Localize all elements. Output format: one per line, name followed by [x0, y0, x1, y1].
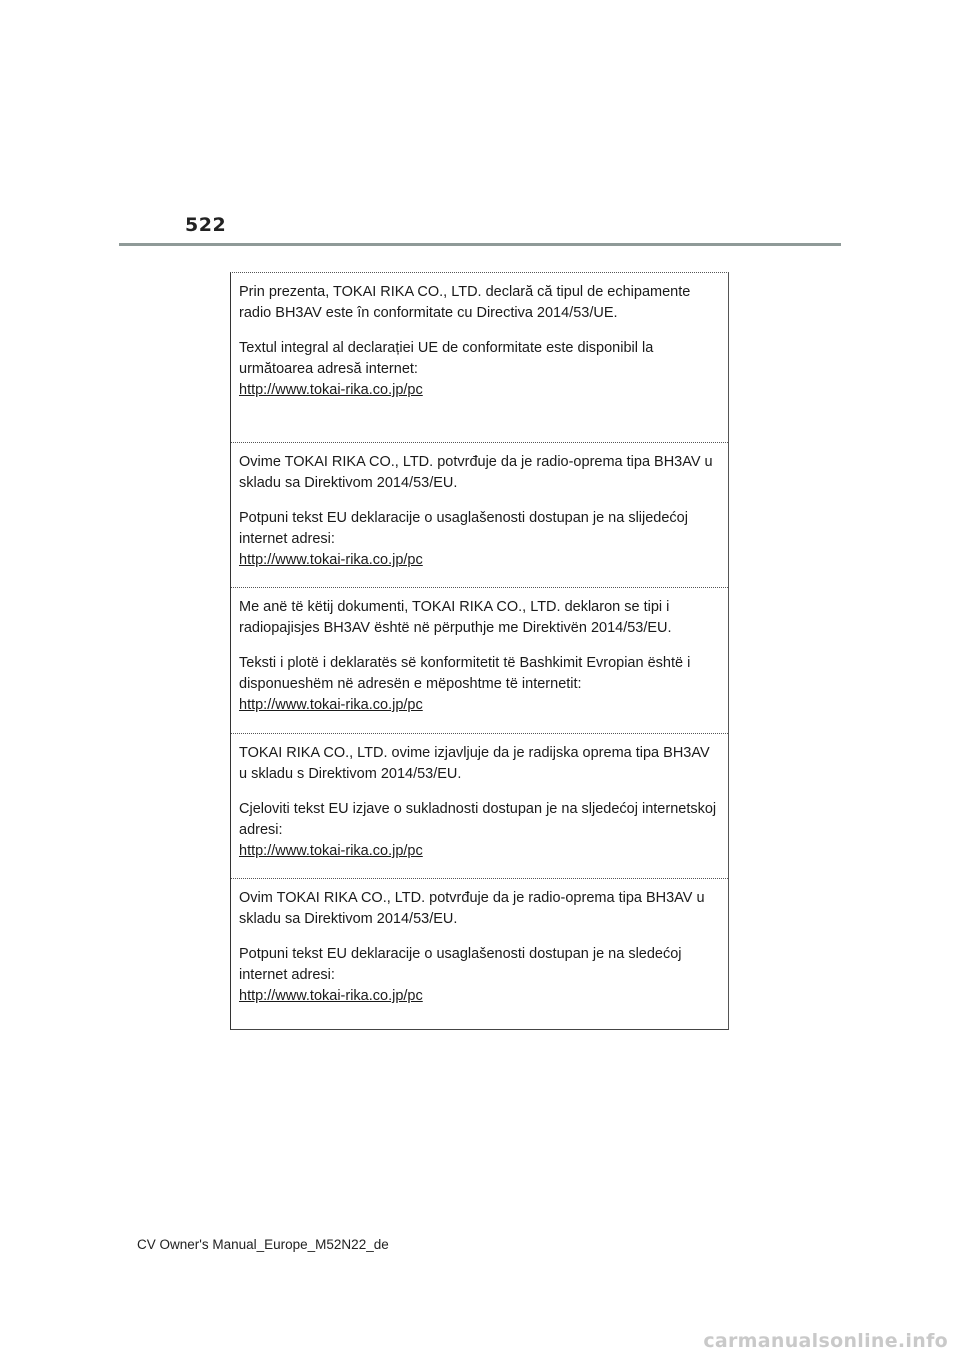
declaration-romanian	[231, 273, 728, 442]
watermark: carmanualsonline.info	[703, 1330, 948, 1352]
header-rule	[119, 243, 841, 246]
declaration-link[interactable]: http://www.tokai-rika.co.jp/pc	[239, 843, 423, 859]
declaration-serbian	[231, 878, 728, 1029]
declaration-availability: Potpuni tekst EU deklaracije o usaglašenosti dostupan je na slijedećoj internet adresi:	[239, 510, 688, 547]
declaration-availability: Textul integral al declarației UE de conformitate este disponibil la următoarea adresă internet:	[239, 340, 654, 377]
declaration-link[interactable]: http://www.tokai-rika.co.jp/pc	[239, 382, 423, 398]
declaration-statement: Ovime TOKAI RIKA CO., LTD. potvrđuje da je radio-oprema tipa BH3AV u skladu sa Direktivom 2014/53/EU.	[239, 454, 713, 491]
declaration-availability: Cjeloviti tekst EU izjave o sukladnosti dostupan je na sljedećoj internetskoj adresi:	[239, 801, 717, 838]
declaration-statement: Me anë të këtij dokumenti, TOKAI RIKA CO., LTD. deklaron se tipi i radiopajisjes BH3AV është në përputhje me Direktivën 2014/53/EU.	[239, 599, 672, 636]
declarations-box	[230, 272, 729, 1030]
declaration-availability: Teksti i plotë i deklaratës së konformitetit të Bashkimit Evropian është i disponueshëm në adresën e mëposhtme të internetit:	[239, 655, 691, 692]
declaration-availability: Potpuni tekst EU deklaracije o usaglašenosti dostupan je na sledećoj internet adresi:	[239, 946, 682, 983]
declaration-serbian-latin	[231, 442, 728, 587]
declaration-link[interactable]: http://www.tokai-rika.co.jp/pc	[239, 697, 423, 713]
declaration-statement: Prin prezenta, TOKAI RIKA CO., LTD. declară că tipul de echipamente radio BH3AV este în conformitate cu Directiva 2014/53/UE.	[239, 284, 691, 321]
declaration-croatian	[231, 733, 728, 878]
declaration-link[interactable]: http://www.tokai-rika.co.jp/pc	[239, 988, 423, 1004]
declaration-statement: TOKAI RIKA CO., LTD. ovime izjavljuje da je radijska oprema tipa BH3AV u skladu s Direktivom 2014/53/EU.	[239, 745, 710, 782]
declaration-link[interactable]: http://www.tokai-rika.co.jp/pc	[239, 552, 423, 568]
declaration-statement: Ovim TOKAI RIKA CO., LTD. potvrđuje da je radio-oprema tipa BH3AV u skladu sa Direktivom 2014/53/EU.	[239, 890, 705, 927]
page-number: 522	[185, 214, 227, 236]
footer-manual-id: CV Owner's Manual_Europe_M52N22_de	[137, 1237, 389, 1252]
declaration-albanian	[231, 587, 728, 733]
